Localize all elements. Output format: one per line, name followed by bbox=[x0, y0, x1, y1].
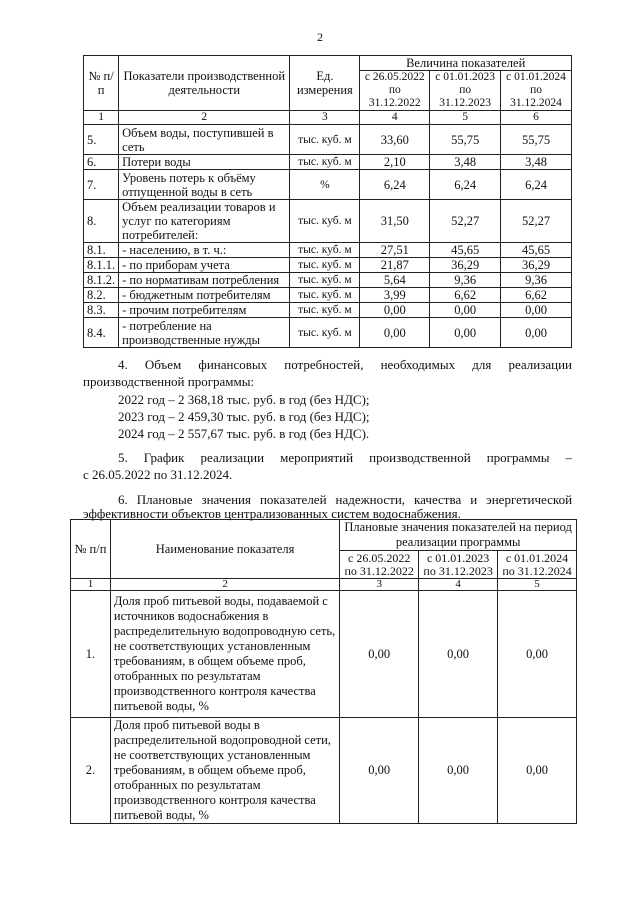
row-value: 0,00 bbox=[501, 318, 572, 348]
col-number: 3 bbox=[290, 111, 360, 125]
row-num: 8.4. bbox=[84, 318, 119, 348]
word: 4. Объем bbox=[118, 357, 182, 372]
table-row bbox=[84, 288, 572, 303]
header-name: Наименование показателя bbox=[110, 520, 339, 579]
word: показателей bbox=[259, 492, 327, 507]
row-unit: тыс. куб. м bbox=[290, 318, 360, 348]
row-num: 6. bbox=[84, 155, 119, 170]
row-value: 3,99 bbox=[360, 288, 430, 303]
row-value: 55,75 bbox=[501, 125, 572, 155]
word: реализации bbox=[508, 357, 572, 372]
row-value: 52,27 bbox=[501, 200, 572, 243]
word: необходимых bbox=[380, 357, 456, 372]
row-value: 0,00 bbox=[340, 718, 419, 824]
row-unit: тыс. куб. м bbox=[290, 155, 360, 170]
row-value: 0,00 bbox=[419, 718, 498, 824]
col-number: 1 bbox=[84, 111, 119, 125]
row-name: - по приборам учета bbox=[119, 258, 290, 273]
row-value: 6,62 bbox=[501, 288, 572, 303]
row-value: 5,64 bbox=[360, 273, 430, 288]
row-num: 7. bbox=[84, 170, 119, 200]
row-num: 1. bbox=[71, 591, 111, 718]
row-unit: тыс. куб. м bbox=[290, 125, 360, 155]
row-unit: тыс. куб. м bbox=[290, 303, 360, 318]
col-number: 1 bbox=[71, 579, 111, 591]
col-number: 4 bbox=[419, 579, 498, 591]
row-value: 9,36 bbox=[501, 273, 572, 288]
table-row bbox=[84, 200, 572, 243]
word: значения bbox=[201, 492, 251, 507]
row-value: 0,00 bbox=[498, 718, 577, 824]
section5-line2: с 26.05.2022 по 31.12.2024. bbox=[83, 467, 233, 482]
table-row bbox=[84, 125, 572, 155]
row-value: 0,00 bbox=[430, 318, 501, 348]
section6-line2: эффективности объектов централизованных систем водоснабжения. bbox=[83, 506, 461, 521]
row-value: 36,29 bbox=[501, 258, 572, 273]
header-num: № п/п bbox=[71, 520, 111, 579]
col-number: 4 bbox=[360, 111, 430, 125]
table-row bbox=[84, 155, 572, 170]
table-row bbox=[84, 273, 572, 288]
row-unit: % bbox=[290, 170, 360, 200]
row-value: 45,65 bbox=[501, 243, 572, 258]
row-name: - по нормативам потребления bbox=[119, 273, 290, 288]
row-value: 0,00 bbox=[360, 318, 430, 348]
table-row bbox=[84, 258, 572, 273]
row-name: Потери воды bbox=[119, 155, 290, 170]
financing-item: 2022 год – 2 368,18 тыс. руб. в год (без НДС); bbox=[118, 392, 370, 407]
row-value: 9,36 bbox=[430, 273, 501, 288]
header-period: с 01.01.2023 по 31.12.2023 bbox=[419, 551, 498, 579]
word: для bbox=[472, 357, 492, 372]
table-row bbox=[84, 303, 572, 318]
col-number: 3 bbox=[340, 579, 419, 591]
header-period: с 01.01.2023 по 31.12.2023 bbox=[430, 71, 501, 111]
row-name: Доля проб питьевой воды в распределительной водопроводной сети, не соответствующих установленным требованиям, в общем объеме проб, отобранных по результатам производственного контроля качества питьевой воды, % bbox=[110, 718, 339, 824]
header-values-group: Величина показателей bbox=[360, 56, 572, 71]
word: 6. Плановые bbox=[118, 492, 193, 507]
row-value: 6,24 bbox=[501, 170, 572, 200]
row-num: 8. bbox=[84, 200, 119, 243]
row-name: Доля проб питьевой воды, подаваемой с источников водоснабжения в распределительную водопроводную сеть, не соответствующих установленным требованиям, в общем объеме проб, отобранных по результатам производственного контроля качества питьевой воды, % bbox=[110, 591, 339, 718]
row-value: 33,60 bbox=[360, 125, 430, 155]
word: 5. График bbox=[118, 450, 185, 465]
table-row bbox=[84, 243, 572, 258]
row-value: 6,24 bbox=[360, 170, 430, 200]
row-name: - прочим потребителям bbox=[119, 303, 290, 318]
reliability-indicators-table bbox=[70, 519, 577, 824]
financing-item: 2024 год – 2 557,67 тыс. руб. в год (без НДС). bbox=[118, 426, 370, 441]
word: программы bbox=[486, 450, 550, 465]
row-num: 8.2. bbox=[84, 288, 119, 303]
row-unit: тыс. куб. м bbox=[290, 200, 360, 243]
section4-line2: производственной программы: bbox=[83, 374, 255, 389]
word: финансовых bbox=[198, 357, 268, 372]
section5-line1 bbox=[118, 449, 572, 466]
header-unit: Ед. измерения bbox=[290, 56, 360, 111]
row-value: 52,27 bbox=[430, 200, 501, 243]
table-row bbox=[84, 318, 572, 348]
table-row bbox=[71, 591, 577, 718]
production-indicators-table bbox=[83, 55, 572, 348]
row-value: 21,87 bbox=[360, 258, 430, 273]
header-period: с 26.05.2022 по 31.12.2022 bbox=[360, 71, 430, 111]
header-period: с 01.01.2024 по 31.12.2024 bbox=[501, 71, 572, 111]
row-value: 55,75 bbox=[430, 125, 501, 155]
col-number: 2 bbox=[110, 579, 339, 591]
row-value: 0,00 bbox=[498, 591, 577, 718]
row-num: 8.1.2. bbox=[84, 273, 119, 288]
row-value: 0,00 bbox=[340, 591, 419, 718]
word: мероприятий bbox=[280, 450, 354, 465]
row-name: - потребление на производственные нужды bbox=[119, 318, 290, 348]
row-value: 0,00 bbox=[419, 591, 498, 718]
header-period: с 26.05.2022 по 31.12.2022 bbox=[340, 551, 419, 579]
financing-item: 2023 год – 2 459,30 тыс. руб. в год (без НДС); bbox=[118, 409, 370, 424]
row-name: Объем воды, поступившей в сеть bbox=[119, 125, 290, 155]
word: надежности, bbox=[335, 492, 406, 507]
row-value: 0,00 bbox=[430, 303, 501, 318]
header-num: № п/п bbox=[84, 56, 119, 111]
row-name: Объем реализации товаров и услуг по категориям потребителей: bbox=[119, 200, 290, 243]
row-value: 0,00 bbox=[360, 303, 430, 318]
row-value: 2,10 bbox=[360, 155, 430, 170]
col-number: 5 bbox=[430, 111, 501, 125]
row-unit: тыс. куб. м bbox=[290, 243, 360, 258]
word: производственной bbox=[369, 450, 471, 465]
row-num: 8.1. bbox=[84, 243, 119, 258]
word: и bbox=[470, 492, 478, 507]
row-unit: тыс. куб. м bbox=[290, 288, 360, 303]
row-num: 8.1.1. bbox=[84, 258, 119, 273]
word: реализации bbox=[200, 450, 265, 465]
row-value: 31,50 bbox=[360, 200, 430, 243]
row-value: 45,65 bbox=[430, 243, 501, 258]
row-name: - населению, в т. ч.: bbox=[119, 243, 290, 258]
row-value: 6,24 bbox=[430, 170, 501, 200]
row-num: 8.3. bbox=[84, 303, 119, 318]
col-number: 2 bbox=[119, 111, 290, 125]
word: энергетической bbox=[486, 492, 573, 507]
header-indicator: Показатели производственной деятельности bbox=[119, 56, 290, 111]
section4-line1 bbox=[118, 356, 572, 373]
word: потребностей, bbox=[284, 357, 364, 372]
page-number: 2 bbox=[317, 30, 323, 44]
row-value: 0,00 bbox=[501, 303, 572, 318]
row-value: 36,29 bbox=[430, 258, 501, 273]
word: – bbox=[565, 450, 572, 465]
col-number: 5 bbox=[498, 579, 577, 591]
header-group: Плановые значения показателей на период реализации программы bbox=[340, 520, 577, 551]
row-unit: тыс. куб. м bbox=[290, 273, 360, 288]
row-unit: тыс. куб. м bbox=[290, 258, 360, 273]
row-value: 3,48 bbox=[501, 155, 572, 170]
row-value: 6,62 bbox=[430, 288, 501, 303]
row-name: - бюджетным потребителям bbox=[119, 288, 290, 303]
row-value: 27,51 bbox=[360, 243, 430, 258]
word: качества bbox=[414, 492, 462, 507]
row-name: Уровень потерь к объёму отпущенной воды в сеть bbox=[119, 170, 290, 200]
col-number: 6 bbox=[501, 111, 572, 125]
table-row bbox=[71, 718, 577, 824]
table-row bbox=[84, 170, 572, 200]
header-period: с 01.01.2024 по 31.12.2024 bbox=[498, 551, 577, 579]
row-num: 5. bbox=[84, 125, 119, 155]
row-value: 3,48 bbox=[430, 155, 501, 170]
row-num: 2. bbox=[71, 718, 111, 824]
